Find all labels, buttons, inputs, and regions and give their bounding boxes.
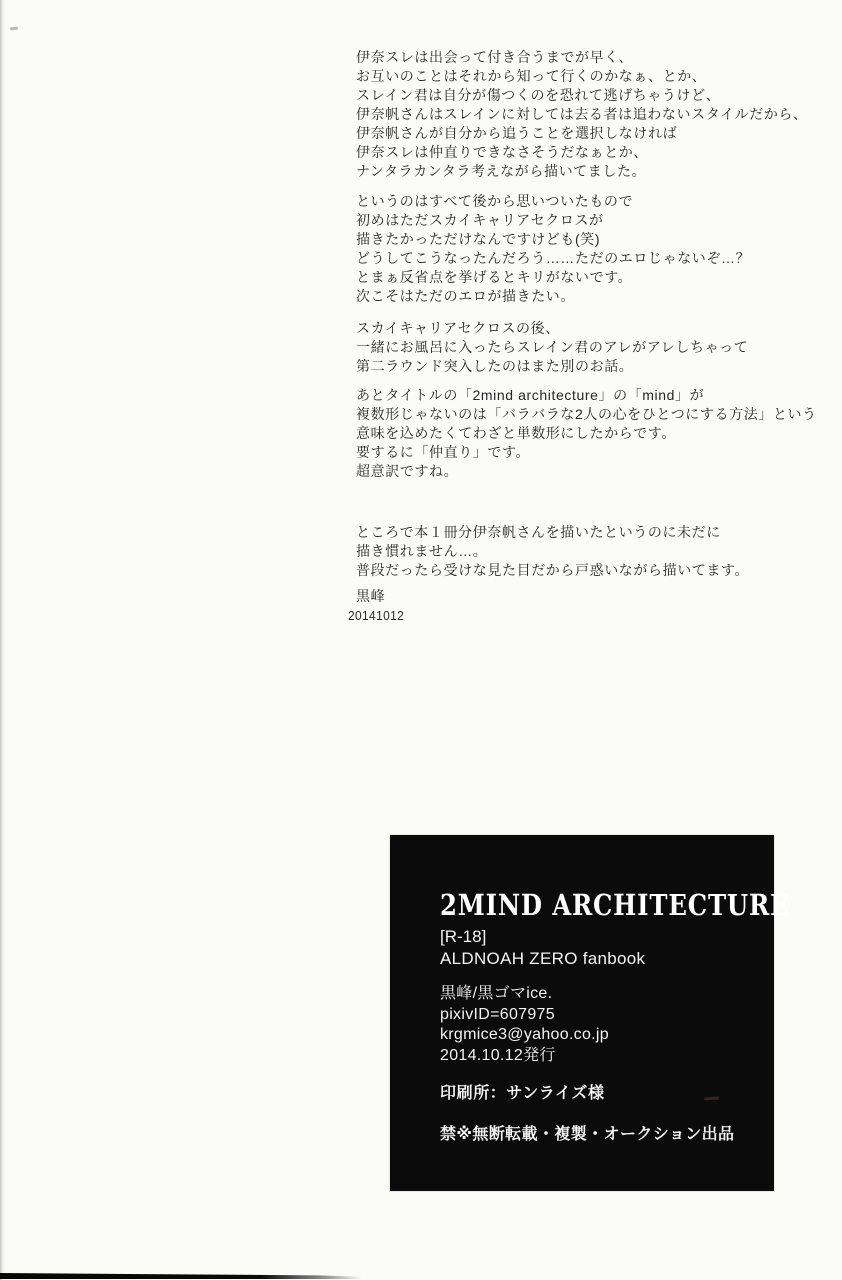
afterword-line: 伊奈スレは仲直りできなさそうだなぁとか、	[356, 144, 648, 160]
book-subtitle: ALDNOAH ZERO fanbook	[440, 949, 646, 968]
afterword-line: 描きたかっただけなんですけども(笑)	[356, 231, 601, 247]
colophon-box	[390, 835, 790, 1191]
afterword-text	[348, 48, 826, 625]
afterword-line: どうしてこうなったんだろう……ただのエロじゃないぞ…？	[356, 250, 751, 266]
afterword-paragraph	[356, 319, 826, 376]
afterword-line: 伊奈帆さんが自分から追うことを選択しなければ	[356, 125, 678, 141]
scan-edge-left-shadow	[0, 0, 5, 1280]
afterword-paragraph	[356, 192, 826, 306]
pixiv-id: pixivID=607975	[440, 1005, 555, 1023]
afterword-line: 普段だったら受けな見た目だから戸惑いながら描いてます。	[356, 562, 750, 578]
printer-credit: 印刷所：サンライズ様	[440, 1085, 605, 1102]
afterword-line: 伊奈スレは出会って付き合うまでが早く、	[356, 49, 634, 65]
afterword-line: スカイキャリアセクロスの後、	[356, 320, 560, 336]
author-credit: 黒峰/黒ゴマice.	[440, 985, 553, 1002]
credits-block	[440, 984, 756, 1066]
afterword-line: 超意訳ですね。	[356, 463, 459, 479]
afterword-line: 伊奈帆さんはスレインに対しては去る者は追わないスタイルだから、	[356, 106, 808, 122]
afterword-line: 描き慣れません…。	[356, 543, 488, 559]
afterword-line: 意味を込めたくてわざと単数形にしたからです。	[356, 425, 676, 441]
afterword-line: スレイン君は自分が傷つくのを恐れて逃げちゃうけど、	[356, 87, 721, 103]
signature-date: 20141012	[348, 608, 405, 623]
afterword-line: あとタイトルの「2mind architecture」の「mind」が	[356, 387, 705, 403]
afterword-line: というのはすべて後から思いついたもので	[356, 193, 634, 209]
afterword-paragraph	[356, 386, 826, 481]
afterword-line: 第二ラウンド突入したのはまた別のお話。	[356, 358, 634, 374]
scan-smudge	[10, 26, 18, 30]
afterword-paragraph	[356, 523, 826, 580]
afterword-line: 初めはただスカイキャリアセクロスが	[356, 212, 604, 228]
afterword-line: 要するに「仲直り」です。	[356, 444, 531, 460]
afterword-line: ところで本１冊分伊奈帆さんを描いたというのに未だに	[356, 524, 721, 540]
scan-edge-bottom-line	[0, 1273, 362, 1279]
afterword-line: お互いのことはそれから知って行くのかなぁ、とか、	[356, 68, 707, 84]
signature-block	[348, 587, 826, 625]
publish-date: 2014.10.12発行	[440, 1046, 556, 1064]
book-title: 2MIND ARCHITECTURE	[440, 888, 790, 922]
afterword-line: とまぁ反省点を挙げるとキリがないです。	[356, 269, 633, 285]
afterword-line: 次こそはただのエロが描きたい。	[356, 288, 575, 304]
contact-email: krgmice3@yahoo.co.jp	[440, 1026, 609, 1043]
afterword-line: 一緒にお風呂に入ったらスレイン君のアレがアレしちゃって	[356, 339, 749, 355]
afterword-paragraph	[356, 48, 826, 181]
afterword-line: 複数形じゃないのは「バラバラな2人の心をひとつにする方法」という	[356, 406, 817, 422]
author-signature: 黒峰	[356, 588, 386, 604]
rating-label: [R-18]	[440, 927, 487, 946]
afterword-line: ナンタラカンタラ考えながら描いてました。	[356, 163, 647, 179]
prohibition-notice: 禁※無断転載・複製・オークション出品	[440, 1126, 735, 1143]
